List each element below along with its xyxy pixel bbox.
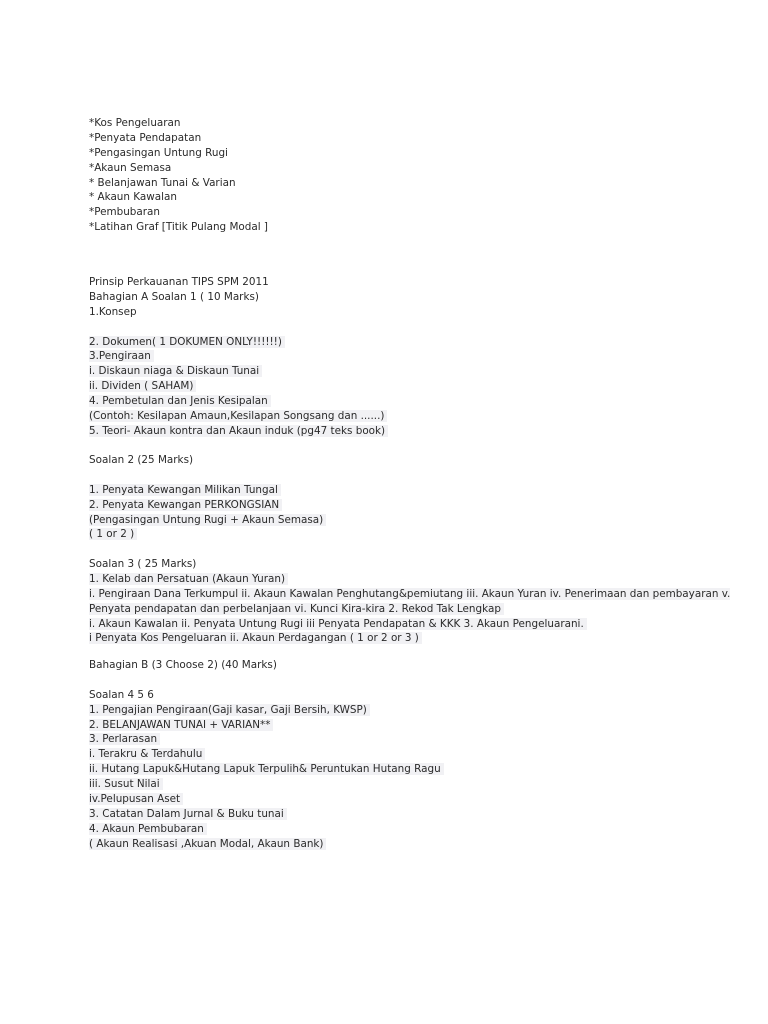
list-item bbox=[89, 822, 749, 837]
highlighted-text: iii. Susut Nilai bbox=[89, 778, 163, 790]
highlighted-text: (Pengasingan Untung Rugi + Akaun Semasa) bbox=[89, 514, 326, 526]
list-item bbox=[89, 631, 749, 646]
highlighted-text: i. Akaun Kawalan ii. Penyata Untung Rugi iii Penyata Pendapatan & KKK 3. Akaun Pengeluarani. bbox=[89, 618, 587, 630]
topic-item: *Kos Pengeluaran bbox=[89, 117, 181, 129]
list-item bbox=[89, 349, 749, 364]
highlighted-text: ii. Dividen ( SAHAM) bbox=[89, 380, 196, 392]
highlighted-text: 2. BELANJAWAN TUNAI + VARIAN** bbox=[89, 719, 273, 731]
highlighted-text: 1. Kelab dan Persatuan (Akaun Yuran) bbox=[89, 573, 288, 585]
list-item bbox=[89, 792, 749, 807]
list-item bbox=[89, 409, 749, 424]
highlighted-text: i. Diskaun niaga & Diskaun Tunai bbox=[89, 365, 262, 377]
blank-line bbox=[89, 468, 749, 483]
highlighted-text: 1. Pengajian Pengiraan(Gaji kasar, Gaji Bersih, KWSP) bbox=[89, 704, 370, 716]
list-item bbox=[89, 483, 749, 498]
section-b bbox=[89, 658, 749, 852]
list-item bbox=[89, 379, 749, 394]
list-item bbox=[89, 364, 749, 379]
highlighted-text: 4. Akaun Pembubaran bbox=[89, 823, 207, 835]
highlighted-text: 1. Penyata Kewangan Milikan Tungal bbox=[89, 484, 281, 496]
highlighted-text: 5. Teori- Akaun kontra dan Akaun induk (pg47 teks book) bbox=[89, 425, 388, 437]
list-item bbox=[89, 718, 749, 733]
highlighted-text: 3. Perlarasan bbox=[89, 733, 160, 745]
section-title: Prinsip Perkauanan TIPS SPM 2011 bbox=[89, 276, 269, 288]
highlighted-text: 3. Catatan Dalam Jurnal & Buku tunai bbox=[89, 808, 287, 820]
list-item bbox=[89, 513, 749, 528]
topic-item: *Pengasingan Untung Rugi bbox=[89, 146, 228, 159]
list-item bbox=[89, 424, 749, 439]
highlighted-text: 2. Dokumen( 1 DOKUMEN ONLY!!!!!!) bbox=[89, 336, 285, 348]
blank-line bbox=[89, 673, 749, 688]
topic-item: *Latihan Graf [Titik Pulang Modal ] bbox=[89, 221, 268, 234]
list-item bbox=[89, 807, 749, 822]
section-subtitle: Soalan 4 5 6 bbox=[89, 688, 154, 701]
highlighted-text: i. Terakru & Terdahulu bbox=[89, 748, 205, 760]
highlighted-text: 3.Pengiraan bbox=[89, 350, 154, 362]
highlighted-text: 4. Pembetulan dan Jenis Kesipalan bbox=[89, 395, 271, 407]
section-subtitle: Bahagian A Soalan 1 ( 10 Marks) bbox=[89, 290, 259, 303]
list-item bbox=[89, 777, 749, 792]
section-title: Bahagian B (3 Choose 2) (40 Marks) bbox=[89, 659, 277, 671]
highlighted-text: ii. Hutang Lapuk&Hutang Lapuk Terpulih& Peruntukan Hutang Ragu bbox=[89, 763, 444, 775]
list-item bbox=[89, 335, 749, 350]
highlighted-text: 2. Penyata Kewangan PERKONGSIAN bbox=[89, 499, 282, 511]
list-item bbox=[89, 617, 749, 632]
topic-item: *Akaun Semasa bbox=[89, 161, 172, 174]
list-item bbox=[89, 394, 749, 409]
section-title: Soalan 3 ( 25 Marks) bbox=[89, 558, 197, 570]
highlighted-text: (Contoh: Kesilapan Amaun,Kesilapan Songsang dan ......) bbox=[89, 410, 387, 422]
list-item bbox=[89, 572, 749, 587]
highlighted-text: ( Akaun Realisasi ,Akuan Modal, Akaun Bank) bbox=[89, 838, 326, 850]
topic-item: *Pembubaran bbox=[89, 206, 160, 219]
list-item bbox=[89, 498, 749, 513]
highlighted-text: i Penyata Kos Pengeluaran ii. Akaun Perdagangan ( 1 or 2 or 3 ) bbox=[89, 632, 422, 644]
soalan-3 bbox=[89, 557, 749, 646]
topic-item: * Belanjawan Tunai & Varian bbox=[89, 176, 236, 189]
list-item bbox=[89, 703, 749, 718]
topic-list bbox=[89, 116, 749, 235]
list-item bbox=[89, 762, 749, 777]
section-title: Soalan 2 (25 Marks) bbox=[89, 454, 194, 466]
list-item bbox=[89, 732, 749, 747]
topic-item: * Akaun Kawalan bbox=[89, 191, 177, 204]
list-item bbox=[89, 527, 749, 542]
highlighted-text: ( 1 or 2 ) bbox=[89, 528, 137, 540]
list-item bbox=[89, 747, 749, 762]
blank-line bbox=[89, 320, 749, 335]
soalan-2 bbox=[89, 453, 749, 542]
list-item bbox=[89, 587, 749, 617]
highlighted-text: iv.Pelupusan Aset bbox=[89, 793, 183, 805]
list-item bbox=[89, 837, 749, 852]
topic-item: *Penyata Pendapatan bbox=[89, 131, 202, 144]
list-item: 1.Konsep bbox=[89, 305, 137, 318]
highlighted-text: i. Pengiraan Dana Terkumpul ii. Akaun Kawalan Penghutang&pemiutang iii. Akaun Yuran iv. Penerimaan dan pembayaran v. Penyata pendapatan dan perbelanjaan vi. Kunci Kira-kira 2. Rekod Tak Lengkap bbox=[89, 587, 731, 615]
section-a bbox=[89, 275, 749, 439]
